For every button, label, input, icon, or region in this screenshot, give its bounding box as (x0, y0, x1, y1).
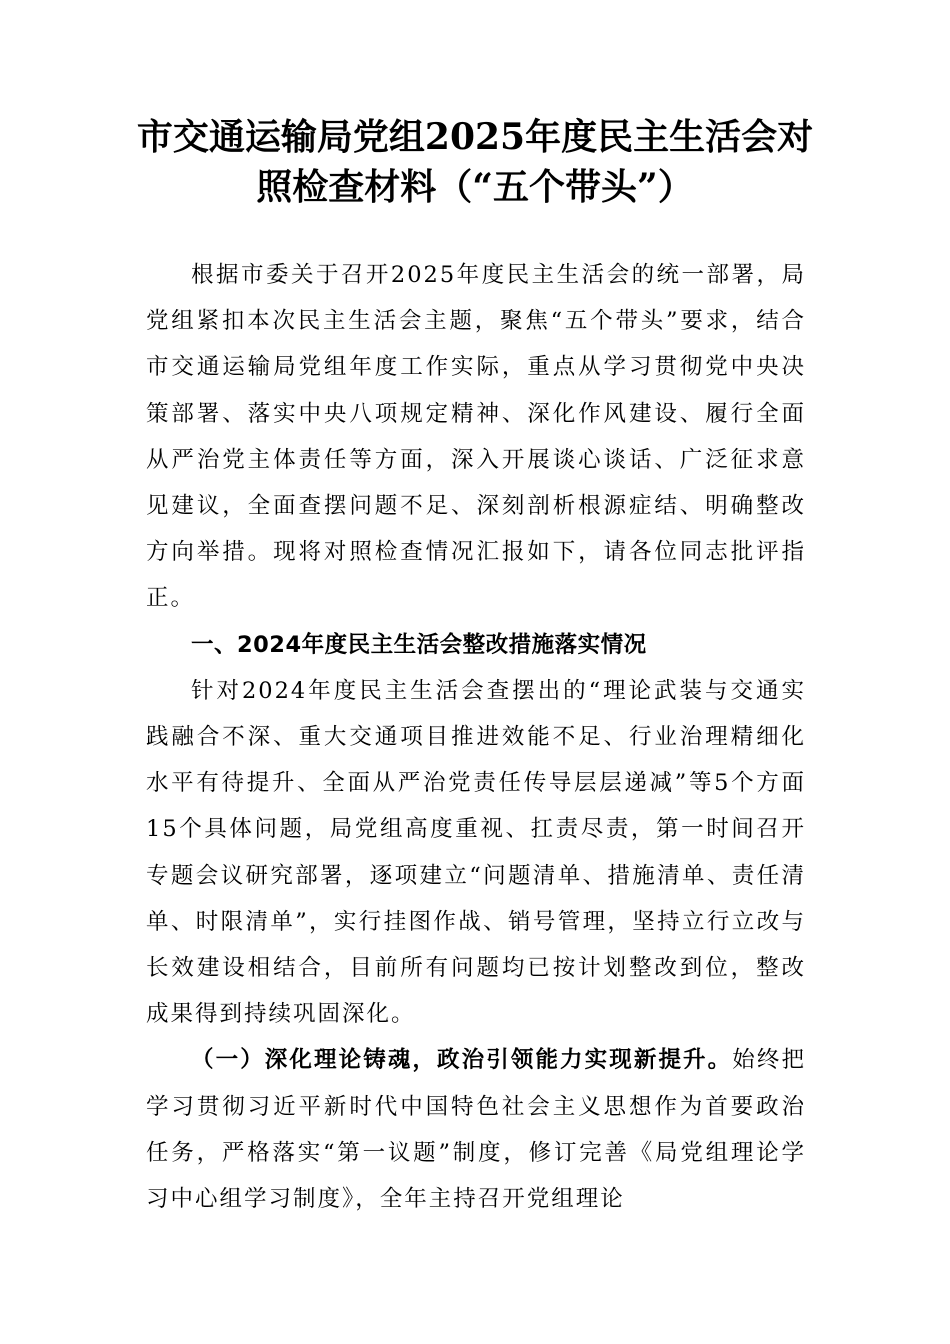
subsection-heading-1: （一）深化理论铸魂，政治引领能力实现新提升。 (191, 1047, 733, 1074)
section-paragraph-1: 针对2024年度民主生活会查摆出的“理论武装与交通实践融合不深、重大交通项目推进效能不足、行业治理精细化水平有待提升、全面从严治党责任传导层层递减”等5个方面15个具体问题，局党组高度重视、扛责尽责，第一时间召开专题会议研究部署，逐项建立“问题清单、措施清单、责任清单、时限清单”，实行挂图作战、销号管理，坚持立行立改与长效建设相结合，目前所有问题均已按计划整改到位，整改成果得到持续巩固深化。 (146, 677, 806, 1028)
subsection-paragraph-1 (146, 1037, 806, 1222)
subsection-text-1: 始终把学习贯彻习近平新时代中国特色社会主义思想作为首要政治任务，严格落实“第一议题”制度，修订完善《局党组理论学习中心组学习制度》，全年主持召开党组理论 (146, 1047, 806, 1213)
title-line-2: 照检查材料（“五个带头”） (256, 166, 694, 208)
intro-paragraph: 根据市委关于召开2025年度民主生活会的统一部署，局党组紧扣本次民主生活会主题，聚焦“五个带头”要求，结合市交通运输局党组年度工作实际，重点从学习贯彻党中央决策部署、落实中央八项规定精神、深化作风建设、履行全面从严治党主体责任等方面，深入开展谈心谈话、广泛征求意见建议，全面查摆问题不足、深刻剖析根源症结、明确整改方向举措。现将对照检查情况汇报如下，请各位同志批评指正。 (146, 262, 806, 612)
title-line-1: 市交通运输局党组2025年度民主生活会对 (136, 116, 814, 158)
document-title (120, 112, 830, 212)
section-heading-1: 一、2024年度民主生活会整改措施落实情况 (191, 631, 647, 658)
document-body (146, 252, 806, 1222)
